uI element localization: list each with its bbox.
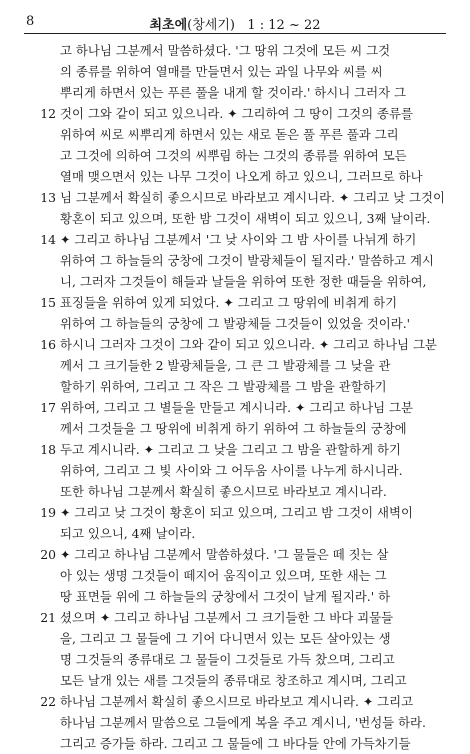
text-line (22, 649, 446, 670)
line-text: 니, 그러자 그것들이 해들과 날들을 위하여 또한 정한 때들을 위하여, (60, 274, 427, 289)
line-text: ✦ 그리고 하나님 그분께서 말씀하셨다. '그 물들은 떼 짓는 살 (60, 547, 389, 562)
verse-number: 18 (40, 442, 56, 457)
text-line (22, 607, 446, 628)
line-text: 고 그것에 의하여 그것의 씨뿌림 하는 그것의 종류를 위하여 모든 (60, 148, 407, 163)
line-text: 위하여 그 하늘들의 궁창에 그것이 발광체들이 될지라.' 말씀하고 계시 (60, 253, 434, 268)
line-text: 아 있는 생명 그것들이 떼지어 움직이고 있으며, 또한 새는 그 (60, 568, 387, 583)
scripture-text (22, 40, 446, 754)
text-line (22, 712, 446, 733)
verse-number: 21 (40, 610, 56, 625)
verse-number: 13 (40, 190, 56, 205)
verse-number: 12 (40, 106, 56, 121)
line-text: 위하여 그 하늘들의 궁창에 그 발광체들 그것들이 있었을 것이라.' (60, 316, 411, 331)
line-text: 하나님 그분께서 확실히 좋으시므로 바라보고 계시니라. ✦ 그리고 (60, 694, 414, 709)
verse-number: 17 (40, 400, 56, 415)
text-line (22, 292, 446, 313)
text-line (22, 355, 446, 376)
chapter-range: 1 : 12 ~ 22 (247, 18, 321, 33)
text-line (22, 250, 446, 271)
line-text: 위하여, 그리고 그 빛 사이와 그 어두움 사이를 나누게 하시니라. (60, 463, 403, 478)
text-line (22, 82, 446, 103)
page-number: 8 (26, 14, 35, 29)
text-line (22, 586, 446, 607)
text-line (22, 334, 446, 355)
text-line (22, 628, 446, 649)
line-text: ✦ 그리고 하나님 그분께서 '그 낮 사이와 그 밤 사이를 나뉘게 하기 (60, 232, 417, 247)
line-text: 것이 그와 같이 되고 있으니라. ✦ 그리하여 그 땅이 그것의 종류를 (60, 106, 413, 121)
text-line (22, 229, 446, 250)
line-text: 땅 표면들 위에 그 하늘들의 궁창에서 그것이 날게 될지라.' 하 (60, 589, 391, 604)
verse-number: 19 (40, 505, 56, 520)
line-text: 위하여 씨로 씨뿌리게 하면서 있는 새로 돋은 풀 푸른 풀과 그리 (60, 127, 399, 142)
line-text: 표징들을 위하여 있게 되었다. ✦ 그리고 그 땅위에 비취게 하기 (60, 295, 398, 310)
line-text: 위하여, 그리고 그 별들을 만들고 계시니라. ✦ 그리고 하나님 그분 (60, 400, 413, 415)
text-line (22, 460, 446, 481)
verse-number: 22 (40, 694, 56, 709)
line-text: 열매 맺으면서 있는 나무 그것이 나오게 하고 있으니, 그러므로 하나 (60, 169, 423, 184)
text-line (22, 544, 446, 565)
page-header (24, 12, 446, 34)
line-text: 고 하나님 그분께서 말씀하셨다. '그 땅위 그것에 모든 씨 그것 (60, 43, 391, 58)
text-line (22, 523, 446, 544)
verse-number: 14 (40, 232, 56, 247)
verse-number: 15 (40, 295, 56, 310)
line-text: 모든 날개 있는 새를 그것들의 종류대로 창조하고 계시며, 그리고 (60, 673, 407, 688)
text-line (22, 124, 446, 145)
verse-number: 16 (40, 337, 56, 352)
line-text: 님 그분께서 확실히 좋으시므로 바라보고 계시니라. ✦ 그리고 낮 그것이 (60, 190, 445, 205)
line-text: 의 종류를 위하여 열매를 만들면서 있는 과일 나무와 씨를 씨 (60, 64, 383, 79)
line-text: 뿌리게 하면서 있는 푸른 풀을 내게 할 것이라.' 하시니 그러자 그 (60, 85, 406, 100)
line-text: 하시니 그러자 그것이 그와 같이 되고 있으니라. ✦ 그리고 하나님 그분 (60, 337, 437, 352)
text-line (22, 418, 446, 439)
text-line (22, 439, 446, 460)
text-line (22, 502, 446, 523)
text-line (22, 40, 446, 61)
text-line (22, 565, 446, 586)
text-line (22, 103, 446, 124)
line-text: 할하기 위하여, 그리고 그 작은 그 발광체를 그 밤을 관할하기 (60, 379, 387, 394)
line-text: 되고 있으니, 4째 날이라. (60, 526, 196, 541)
text-line (22, 61, 446, 82)
book-title: 최초에 (149, 18, 188, 33)
text-line (22, 271, 446, 292)
text-line (22, 691, 446, 712)
text-line (22, 670, 446, 691)
line-text: 셨으며 ✦ 그리고 하나님 그분께서 그 크기들한 그 바다 괴물들 (60, 610, 394, 625)
verse-number: 20 (40, 547, 56, 562)
text-line (22, 208, 446, 229)
line-text: 두고 계시니라. ✦ 그리고 그 낮을 그리고 그 밤을 관할하게 하기 (60, 442, 401, 457)
line-text: 을, 그리고 그 물들에 그 기어 다니면서 있는 모든 살아있는 생 (60, 631, 391, 646)
text-line (22, 187, 446, 208)
header-rule (24, 33, 446, 34)
text-line (22, 376, 446, 397)
text-line (22, 481, 446, 502)
book-subtitle: (창세기) (187, 18, 235, 33)
line-text: 그리고 증가들 하라. 그리고 그 물들에 그 바다들 안에 가득차기들 (60, 736, 411, 751)
line-text: 황혼이 되고 있으며, 또한 밤 그것이 새벽이 되고 있으니, 3째 날이라. (60, 211, 431, 226)
text-line (22, 397, 446, 418)
line-text: 또한 하나님 그분께서 확실히 좋으시므로 바라보고 계시니라. (60, 484, 387, 499)
text-line (22, 313, 446, 334)
line-text: 께서 그것들을 그 땅위에 비취게 하기 위하여 그 하늘들의 궁창에 (60, 421, 407, 436)
line-text: 하나님 그분께서 말씀으로 그들에게 복을 주고 계시니, '번성들 하라. (60, 715, 426, 730)
text-line (22, 166, 446, 187)
text-line (22, 145, 446, 166)
line-text: 께서 그 크기들한 2 발광체들을, 그 큰 그 발광체를 그 낮을 관 (60, 358, 391, 373)
text-line (22, 733, 446, 754)
running-title (24, 14, 446, 33)
line-text: 명 그것들의 종류대로 그 물들이 그것들로 가득 찼으며, 그리고 (60, 652, 395, 667)
line-text: ✦ 그리고 낮 그것이 황혼이 되고 있으며, 그리고 밤 그것이 새벽이 (60, 505, 413, 520)
